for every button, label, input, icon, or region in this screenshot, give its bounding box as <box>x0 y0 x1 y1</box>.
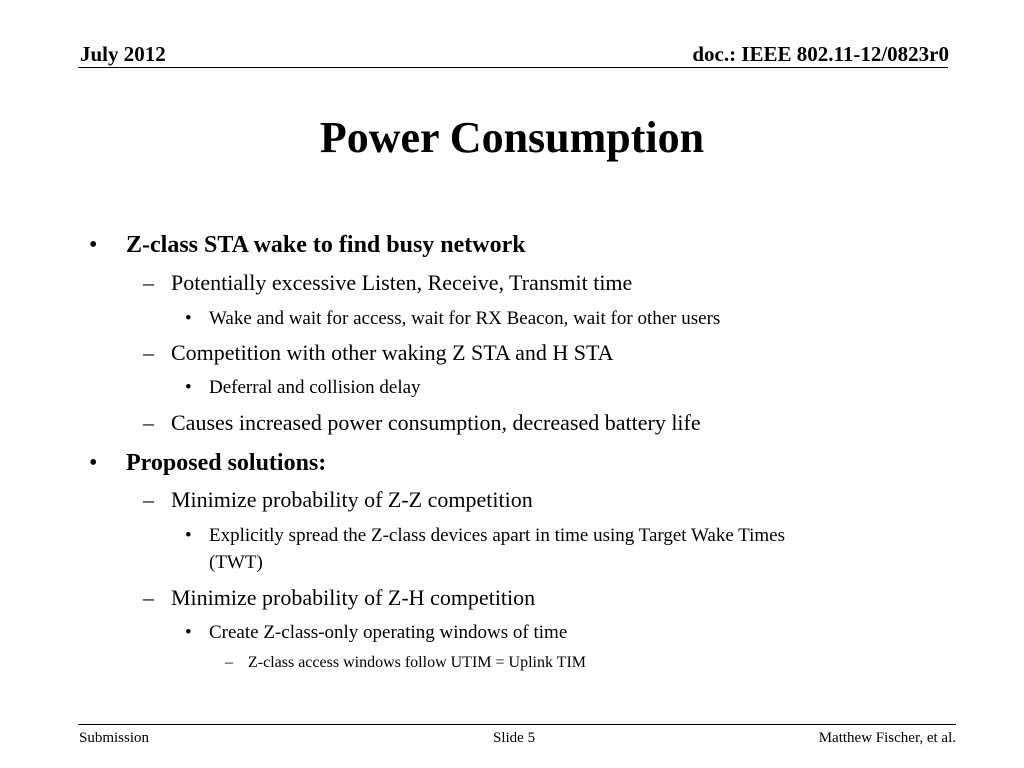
bullet-marker: • <box>185 525 192 546</box>
bullet-text: Causes increased power consumption, decreased battery life <box>171 410 701 435</box>
bullet-text: Competition with other waking Z STA and H STA <box>171 340 614 365</box>
bullet-text: Minimize probability of Z-H competition <box>171 585 536 610</box>
bullet-text: Z-class access windows follow UTIM = Uplink TIM <box>248 654 587 671</box>
dash-marker: – <box>143 585 154 610</box>
bullet-level2 <box>143 340 614 366</box>
bullet-text: Proposed solutions: <box>126 450 327 476</box>
footer-submission: Submission <box>79 730 150 746</box>
dash-marker: – <box>143 340 154 365</box>
bullet-marker: • <box>89 450 98 476</box>
bullet-level4 <box>225 653 587 673</box>
footer-divider <box>78 724 956 725</box>
dash-marker: – <box>225 654 233 671</box>
slide-title: Power Consumption <box>319 113 705 162</box>
bullet-level2 <box>143 585 536 611</box>
bullet-level1 <box>89 231 526 259</box>
bullet-level2 <box>143 410 701 436</box>
bullet-level3 <box>185 619 568 646</box>
bullet-level3-continuation <box>209 549 263 576</box>
bullet-text: Deferral and collision delay <box>209 377 421 398</box>
bullet-level2 <box>143 487 533 513</box>
bullet-text: Explicitly spread the Z-class devices apart in time using Target Wake Times <box>209 525 785 546</box>
bullet-level3 <box>185 305 721 332</box>
footer-slide-number: Slide 5 <box>493 730 536 746</box>
footer-author: Matthew Fischer, et al. <box>818 730 956 746</box>
bullet-marker: • <box>185 308 192 329</box>
header-doc-id: doc.: IEEE 802.11-12/0823r0 <box>692 42 949 66</box>
bullet-marker: • <box>185 622 192 643</box>
bullet-level3 <box>185 374 421 401</box>
dash-marker: – <box>143 410 154 435</box>
bullet-text: Create Z-class-only operating windows of time <box>209 622 568 643</box>
bullet-text: (TWT) <box>209 552 263 573</box>
bullet-text: Z-class STA wake to find busy network <box>126 232 526 258</box>
bullet-level3 <box>185 522 785 549</box>
bullet-marker: • <box>89 232 98 258</box>
bullet-text: Wake and wait for access, wait for RX Beacon, wait for other users <box>209 308 721 329</box>
bullet-marker: • <box>185 377 192 398</box>
bullet-level1 <box>89 449 327 477</box>
dash-marker: – <box>143 487 154 512</box>
dash-marker: – <box>143 270 154 295</box>
bullet-text: Minimize probability of Z-Z competition <box>171 487 533 512</box>
header-divider <box>78 67 948 68</box>
bullet-text: Potentially excessive Listen, Receive, Transmit time <box>171 270 633 295</box>
header-date: July 2012 <box>80 42 166 66</box>
bullet-level2 <box>143 270 633 296</box>
